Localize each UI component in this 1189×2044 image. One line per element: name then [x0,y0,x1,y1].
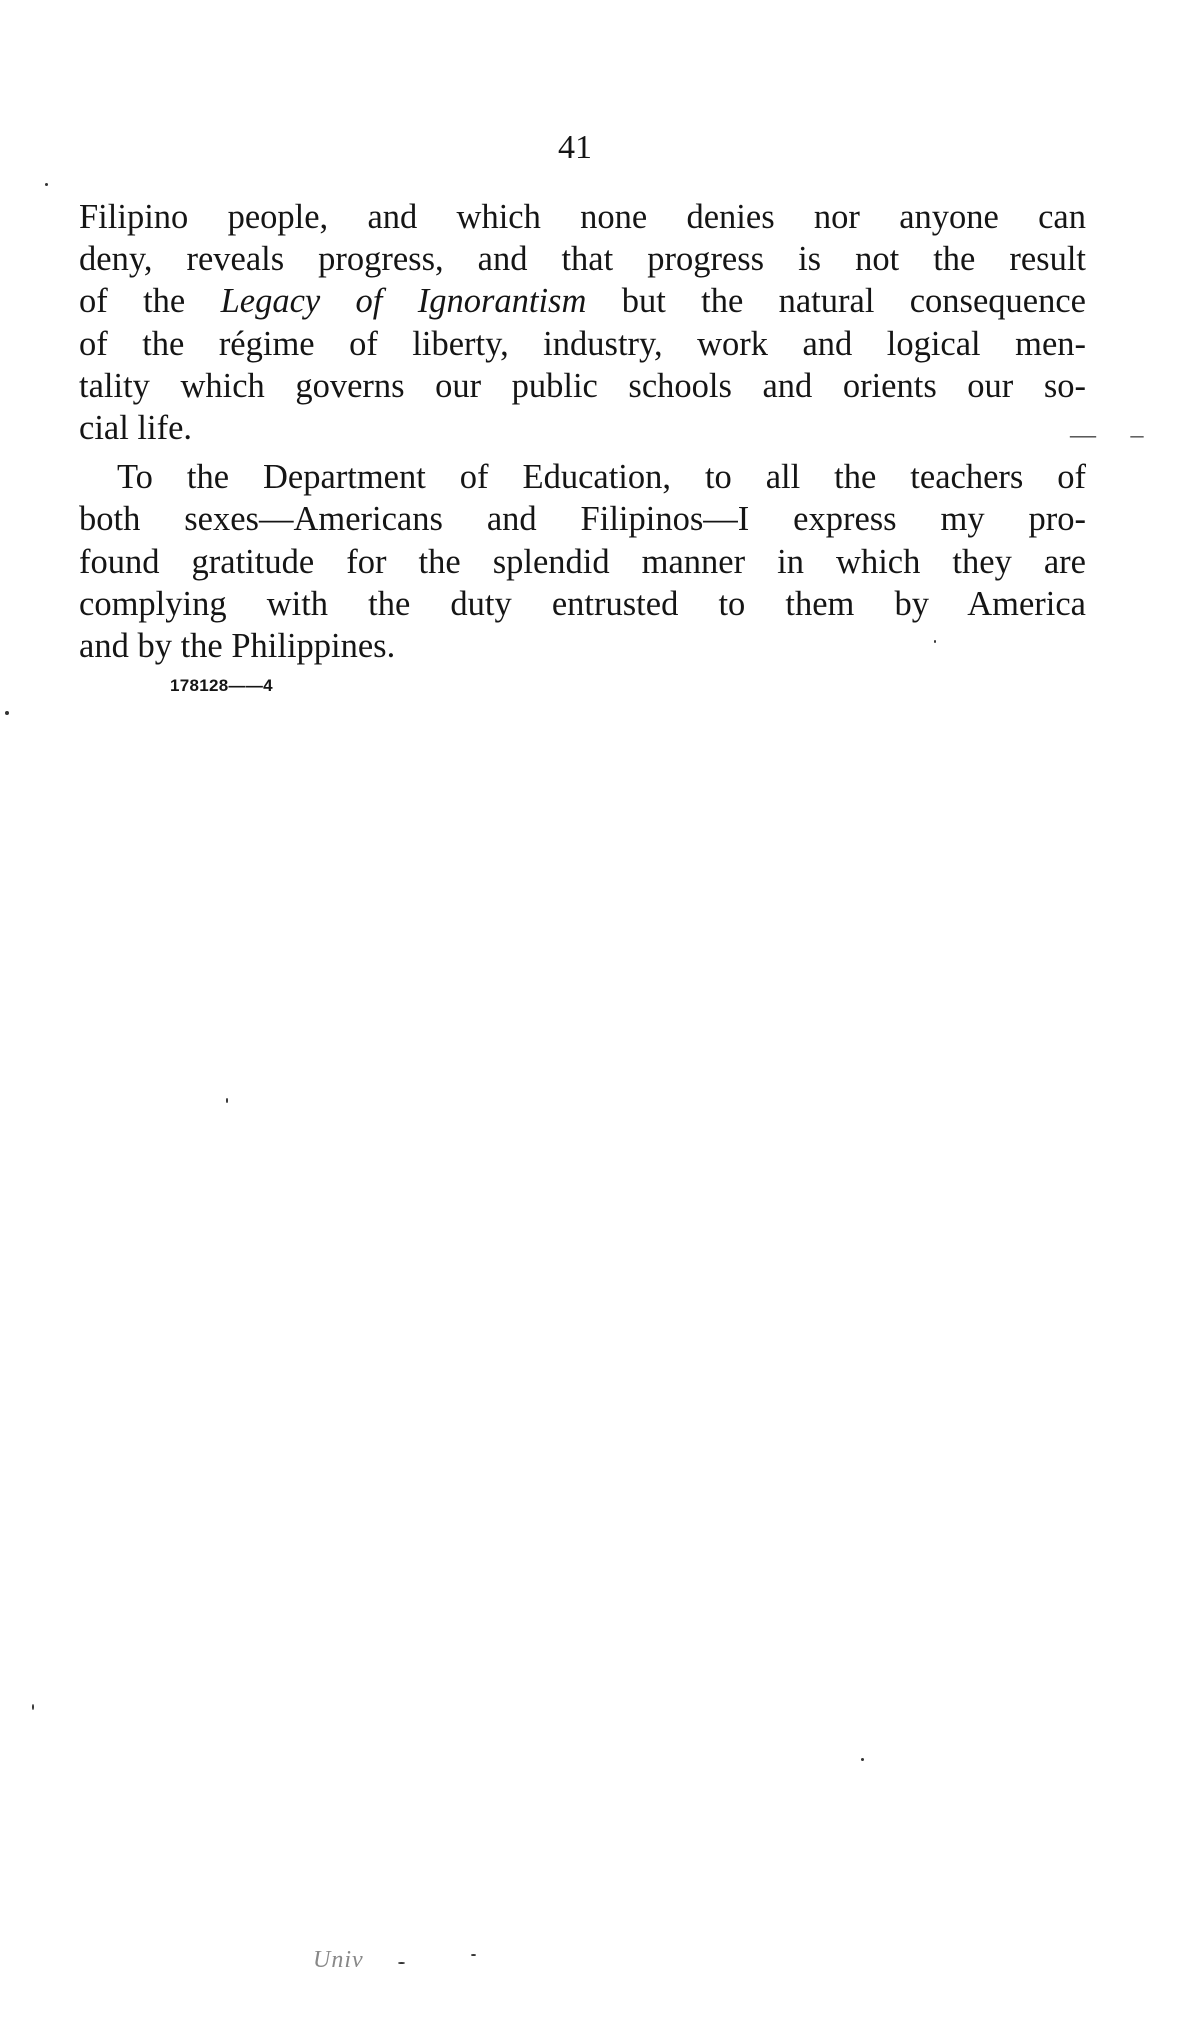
scan-speck [32,1704,34,1710]
scan-speck [471,1954,476,1956]
text-line: tality which governs our public schools and orients our so- [79,366,1086,405]
italic-title: Legacy of Ignorantism [220,282,587,321]
printer-signature-mark: 178128——4 [170,676,273,695]
text-line: of the régime of liberty, industry, work and logical men- [79,324,1086,363]
scan-speck [934,640,936,643]
scan-speck [226,1098,228,1103]
text-line: deny, reveals progress, and that progress is not the result [79,240,1086,279]
scan-speck [5,711,9,715]
text-line: To the Department of Education, to all the teachers of [117,458,1086,497]
text-line: complying with the duty entrusted to them by America [79,584,1086,623]
text-line: both sexes—Americans and Filipinos—I express my pro- [79,500,1086,539]
scan-speck [861,1758,864,1761]
text-line: Filipino people, and which none denies nor anyone can [79,198,1086,236]
text-fragment: of the [79,282,221,321]
text-fragment: but the natural consequence [586,282,1086,321]
text-line: cial life. [79,409,193,448]
paragraph-1 [79,196,1086,449]
text-line-with-italic [79,280,1086,322]
text-line: and by the Philippines. [79,627,396,666]
page-number: 41 [558,129,592,166]
library-stamp: Univ [313,1947,364,1973]
paragraph-2 [79,456,1086,667]
text-line: found gratitude for the splendid manner in which they are [79,542,1086,581]
scan-speck [398,1962,405,1964]
scan-speck [45,183,48,186]
margin-mark: — – [1070,420,1158,449]
body-text [79,196,1086,667]
